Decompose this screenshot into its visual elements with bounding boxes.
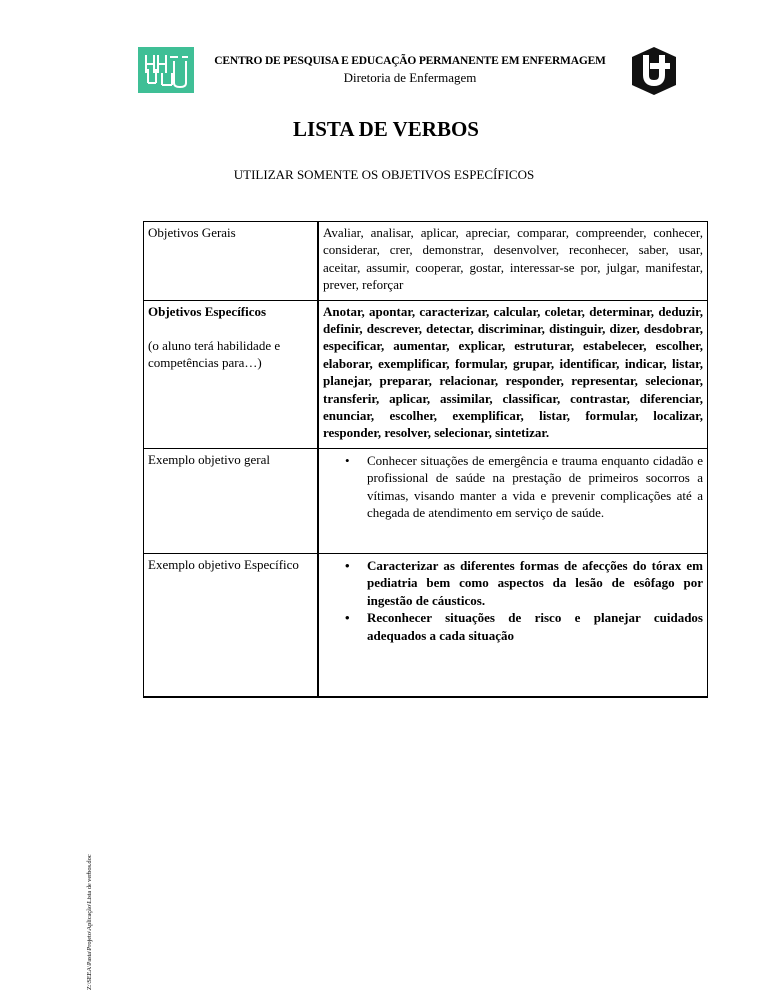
list-item: • Caracterizar as diferentes formas de afecções do tórax em pediatria bem como aspectos da lesão de esôfago por ingestão de cáusticos. <box>367 557 703 609</box>
page-subtitle: UTILIZAR SOMENTE OS OBJETIVOS ESPECÍFICOS <box>233 167 535 182</box>
page-title: LISTA DE VERBOS <box>293 117 479 141</box>
table-row <box>144 300 708 448</box>
list-item: • Conhecer situações de emergência e trauma enquanto cidadão e profissional de saúde na prestação de primeiros socorros a vítimas, visando manter a vida e prevenir complicações até a chegada de atendimento em serviço de saúde. <box>367 452 703 522</box>
institution-name: CENTRO DE PESQUISA E EDUCAÇÃO PERMANENTE EM ENFERMAGEM <box>214 55 606 67</box>
list-item: • Reconhecer situações de risco e planejar cuidados adequados a cada situação <box>367 609 703 644</box>
row-note: (o aluno terá habilidade e competências para…) <box>148 338 281 371</box>
table-row <box>144 448 708 553</box>
verbs-table <box>143 221 708 698</box>
table-row <box>144 553 708 697</box>
file-path-footer: Z:\SEEA\Pasta\Projeto\Aplicação\Lista de verbos.doc <box>86 854 93 990</box>
specific-objectives-verbs: Anotar, apontar, caracterizar, calcular, coletar, determinar, deduzir, definir, descrever, detectar, discriminar, distinguir, dizer, desdobrar, especificar, aumentar, explicar, estruturar, estabelecer, escolher, elaborar, exemplificar, formular, grupar, identificar, indicar, listar, planejar, preparar, relacionar, responder, representar, selecionar, transferir, aplicar, assimilar, classificar, contrastar, diferenciar, enunciar, escolher, exemplificar, listar, formular, localizar, responder, resolver, selecionar, sintetizar. <box>318 300 708 448</box>
row-label: Exemplo objetivo geral <box>144 448 319 553</box>
hu-logo <box>138 47 194 93</box>
example-cell <box>318 448 708 553</box>
row-label: Objetivos Específicos <box>148 303 267 319</box>
general-objectives-verbs: Avaliar, analisar, aplicar, apreciar, comparar, compreender, conhecer, considerar, crer, demonstrar, desenvolver, reconhecer, saber, usar, aceitar, assumir, cooperar, gostar, interessar-se por, julgar, manifestar, prever, reforçar <box>318 222 708 301</box>
row-label: Exemplo objetivo Específico <box>144 553 319 697</box>
university-emblem <box>626 45 682 97</box>
row-label: Objetivos Gerais <box>144 222 319 301</box>
example-cell <box>318 553 708 697</box>
table-row <box>144 222 708 301</box>
department-name: Diretoria de Enfermagem <box>343 70 477 85</box>
row-label-cell <box>144 300 319 448</box>
